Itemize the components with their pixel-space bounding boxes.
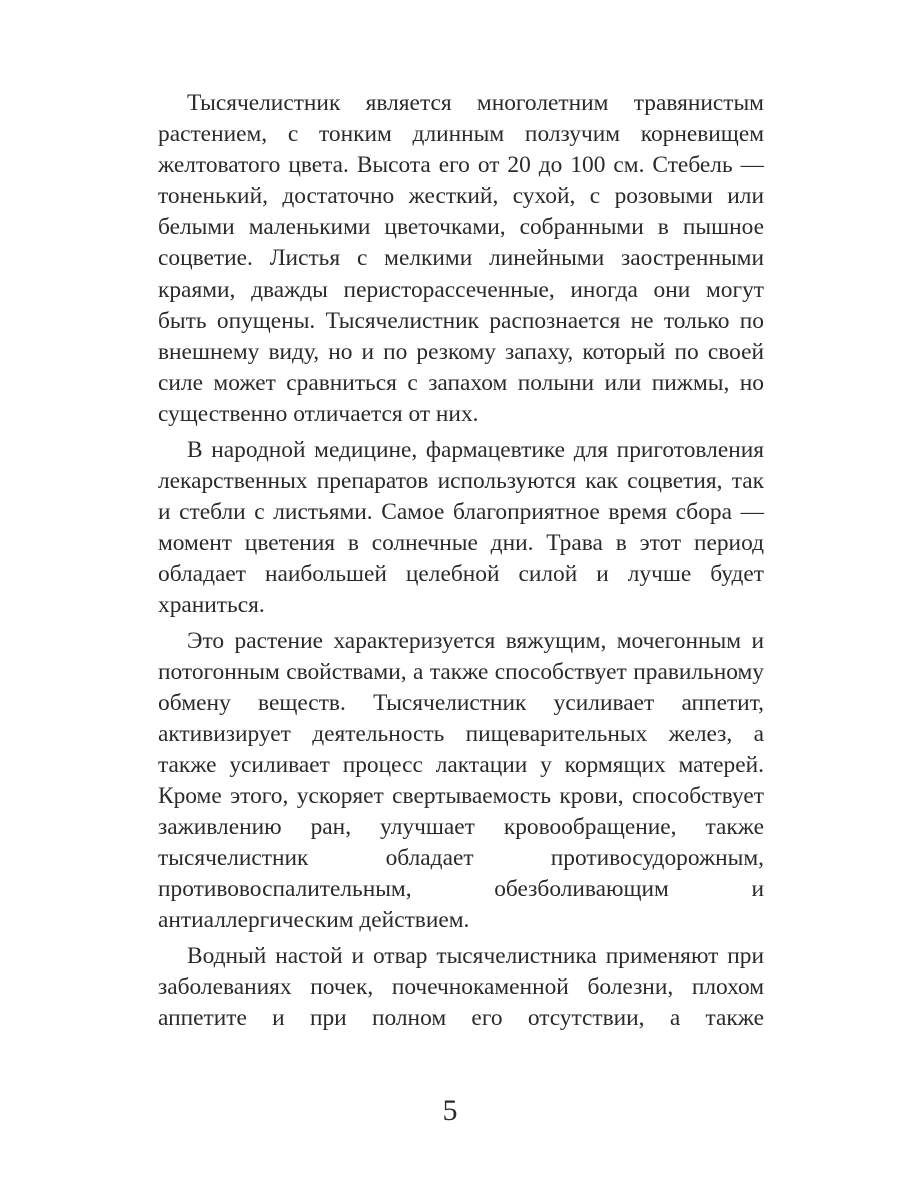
paragraph-properties: Это растение характеризуется вяжущим, мочегонным и потогонным свойствами, а также способствует правильному обмену веществ. Тысячелистник усиливает аппетит, активизирует деятельность пищеварительных желез, а также усиливает процесс лактации у кормящих матерей. Кроме этого, ускоряет свертываемость крови, способствует заживлению ран, улучшает кровообращение, также тысячелистник обладает противосудорожным, противовоспалительным, обезболивающим и антиаллергическим действием. (158, 627, 764, 934)
page-number: 5 (442, 1094, 458, 1127)
paragraph-usage: Водный настой и отвар тысячелистника применяют при заболеваниях почек, почечнокаменной болезни, плохом аппетите и при полном его отсутствии, а также (158, 943, 764, 1032)
paragraph-plant-description: Тысячелистник является многолетним травянистым растением, с тонким длинным ползучим корневищем желтоватого цвета. Высота его от 20 до 100 см. Стебель — тоненький, достаточно жесткий, сухой, с розовыми или белыми маленькими цветочками, собранными в пышное соцветие. Листья с мелкими линейными заостренными краями, дважды перисторассеченные, иногда они могут быть опущены. Тысячелистник распознается не только по внешнему виду, но и по резкому запаху, который по своей силе может сравниться с запахом полыни или пижмы, но существенно отличается от них. (158, 90, 764, 427)
body-text (158, 88, 764, 1039)
paragraph-harvesting: В народной медицине, фармацевтике для приготовления лекарственных препаратов используются как соцветия, так и стебли с листьями. Самое благоприятное время сбора — момент цветения в солнечные дни. Трава в этот период обладает наибольшей целебной силой и лучше будет храниться. (158, 436, 764, 618)
